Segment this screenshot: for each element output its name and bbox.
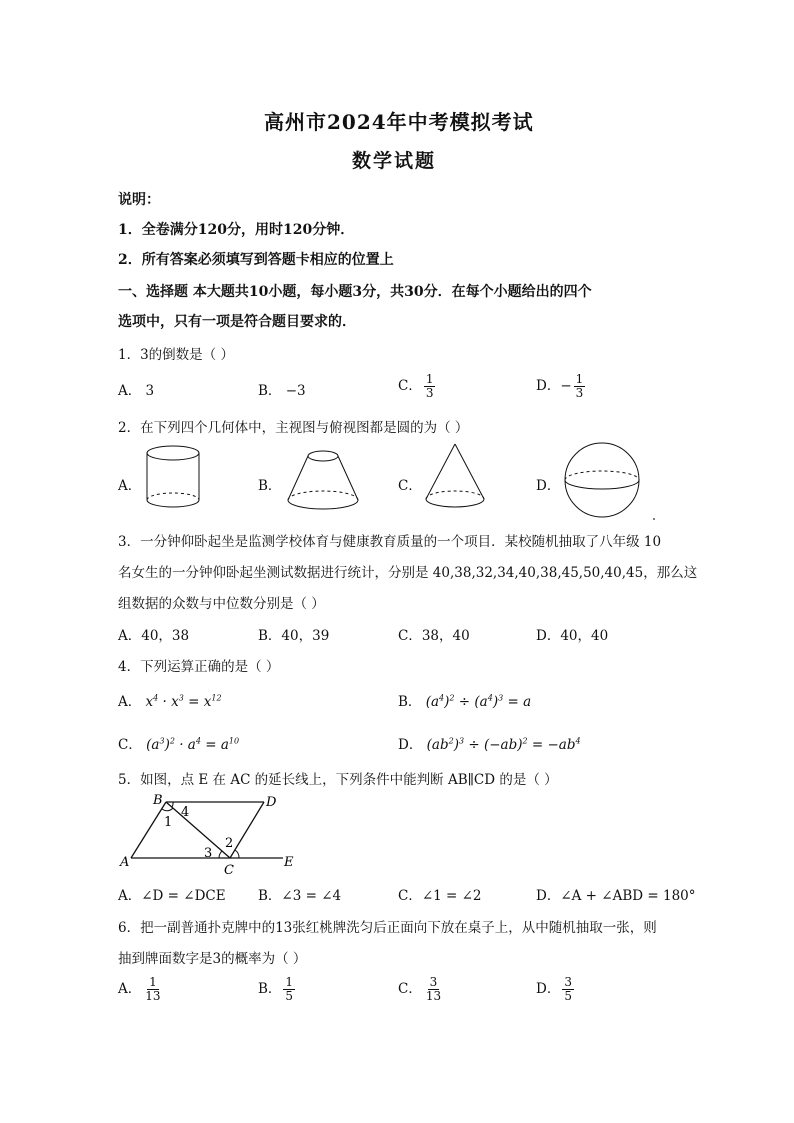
question-4-stem: 4．下列运算正确的是（ ）: [118, 659, 280, 675]
q6-option-b: B． $\frac{1}{5}$: [258, 975, 294, 1003]
q1-option-b: B． −3: [258, 383, 306, 399]
notes-heading: 说明：: [118, 192, 160, 208]
q5-option-a: A．∠D = ∠DCE: [118, 888, 226, 904]
label-B: B: [153, 793, 163, 808]
sphere-figure: [562, 440, 658, 524]
q1-option-c: C． $\frac{1}{3}$: [398, 372, 434, 400]
q6-option-a: A． $\frac{1}{13}$: [118, 975, 161, 1003]
label-angle-3: 3: [204, 846, 213, 861]
q5-option-d: D．∠A + ∠ABD = 180°: [536, 888, 696, 904]
question-3-line1: 3．一分钟仰卧起坐是监测学校体育与健康教育质量的一个项目．某校随机抽取了八年级 10: [118, 534, 662, 550]
cylinder-figure: [140, 444, 206, 514]
label-angle-1: 1: [164, 815, 173, 830]
frustum-figure: [283, 448, 363, 514]
q4-option-a: A． $x^4 \cdot x^3 = x^{12}$: [118, 693, 222, 710]
note-item: 2．所有答案必须填写到答题卡相应的位置上: [118, 252, 394, 268]
label-C: C: [224, 863, 234, 878]
parallelogram-figure: [118, 790, 308, 878]
label-A: A: [120, 855, 130, 870]
section-heading: 一、选择题 本大题共10小题，每小题3分，共30分．在每个小题给出的四个: [118, 284, 592, 300]
q4-option-d: D． $(ab^2)^3 \div (-ab)^2 = -ab^4$: [398, 736, 581, 753]
page-title: 高州市2024年中考模拟考试: [264, 110, 534, 134]
q2-label-b: B．: [258, 478, 282, 494]
section-heading-cont: 选项中，只有一项是符合题目要求的．: [118, 314, 356, 330]
question-5-stem: 5．如图，点 E 在 AC 的延长线上，下列条件中能判断 AB∥CD 的是（ ）: [118, 772, 558, 788]
question-2-stem: 2．在下列四个几何体中，主视图与俯视图都是圆的为（ ）: [118, 420, 469, 436]
q3-option-a: A．40，38: [118, 628, 190, 644]
q5-option-c: C．∠1 = ∠2: [398, 888, 482, 904]
page-subtitle: 数学试题: [352, 150, 437, 172]
q4-option-c: C． $(a^3)^2 \cdot a^4 = a^{10}$: [118, 736, 240, 753]
question-6-line1: 6．把一副普通扑克牌中的13张红桃牌洗匀后正面向下放在桌子上，从中随机抽取一张，则: [118, 920, 657, 936]
q2-label-a: A．: [118, 478, 142, 494]
question-3-line2: 名女生的一分钟仰卧起坐测试数据进行统计，分别是 40,38,32,34,40,38,45,50,40,45，那么这: [118, 565, 698, 581]
question-1-stem: 1．3的倒数是（ ）: [118, 347, 234, 363]
q5-option-b: B．∠3 = ∠4: [258, 888, 342, 904]
note-item: 1．全卷满分120分，用时120分钟．: [118, 222, 355, 238]
cone-figure: [422, 442, 488, 514]
q3-option-d: D．40，40: [536, 628, 609, 644]
label-E: E: [284, 855, 294, 870]
question-3-line3: 组数据的众数与中位数分别是（ ）: [118, 596, 325, 612]
q6-option-d: D． $\frac{3}{5}$: [536, 975, 572, 1003]
q3-option-b: B．40，39: [258, 628, 330, 644]
label-angle-4: 4: [181, 805, 190, 820]
q1-option-d: D．− $\frac{1}{3}$: [536, 372, 584, 400]
q6-option-c: C． $\frac{3}{13}$: [398, 975, 442, 1003]
q3-option-c: C．38，40: [398, 628, 470, 644]
label-D: D: [266, 795, 277, 810]
label-angle-2: 2: [225, 836, 234, 851]
q2-label-d: D．: [536, 478, 561, 494]
q4-option-b: B． $(a^4)^2 \div (a^4)^3 = a$: [398, 693, 532, 710]
question-6-line2: 抽到牌面数字是3的概率为（ ）: [118, 951, 307, 967]
q1-option-a: A． 3: [118, 383, 155, 399]
q2-label-c: C．: [398, 478, 422, 494]
